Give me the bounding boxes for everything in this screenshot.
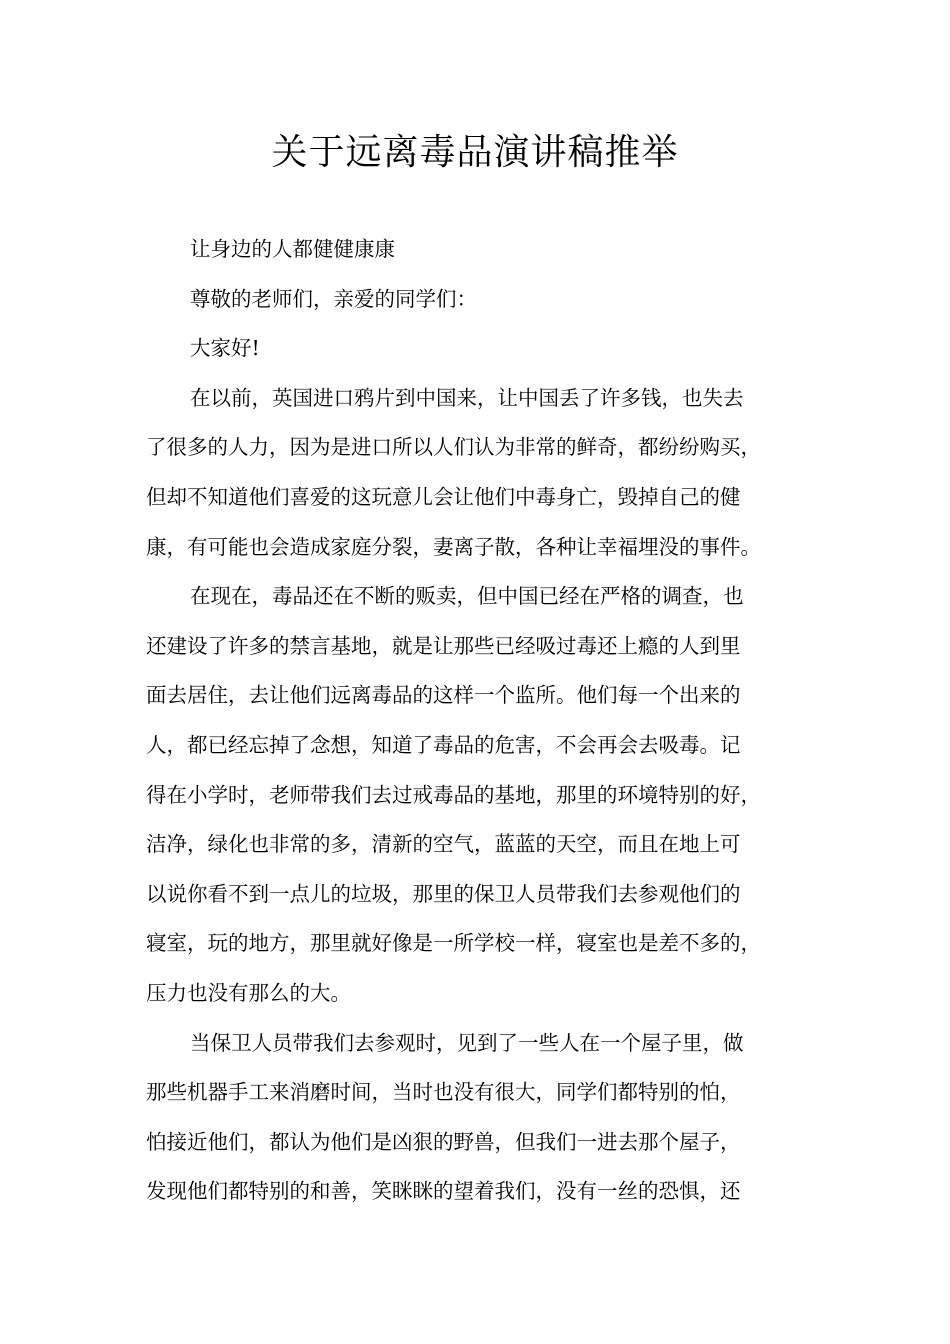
text-line: 康，有可能也会造成家庭分裂，妻离子散，各种让幸福埋没的事件。 [146, 534, 761, 559]
text-line: 以说你看不到一点儿的垃圾，那里的保卫人员带我们去参观他们的 [146, 881, 741, 906]
text-line: 尊敬的老师们，亲爱的同学们： [190, 286, 477, 311]
text-line: 发现他们都特别的和善，笑眯眯的望着我们，没有一丝的恐惧，还 [146, 1179, 741, 1204]
text-line: 那些机器手工来消磨时间，当时也没有很大，同学们都特别的怕， [146, 1080, 741, 1105]
text-line: 寝室，玩的地方，那里就好像是一所学校一样，寝室也是差不多的， [146, 931, 761, 956]
text-line: 让身边的人都健健康康 [190, 237, 395, 261]
text-line: 在现在，毒品还在不断的贩卖，但中国已经在严格的调查，也 [190, 584, 744, 609]
text-line: 但却不知道他们喜爱的这玩意儿会让他们中毒身亡，毁掉自己的健 [146, 484, 741, 509]
text-line: 当保卫人员带我们去参观时，见到了一些人在一个屋子里，做 [190, 1030, 744, 1055]
text-line: 面去居住，去让他们远离毒品的这样一个监所。他们每一个出来的 [146, 683, 741, 708]
text-line: 压力也没有那么的大。 [146, 980, 351, 1005]
text-line: 人，都已经忘掉了念想，知道了毒品的危害，不会再会去吸毒。记 [146, 732, 741, 757]
text-line: 还建设了许多的禁言基地，就是让那些已经吸过毒还上瘾的人到里 [146, 633, 741, 658]
text-line: 在以前，英国进口鸦片到中国来，让中国丢了许多钱，也失去 [190, 385, 744, 410]
document-body [146, 225, 826, 1217]
text-line: 得在小学时，老师带我们去过戒毒品的基地，那里的环境特别的好， [146, 782, 761, 807]
text-line: 洁净，绿化也非常的多，清新的空气，蓝蓝的天空，而且在地上可 [146, 832, 741, 857]
text-line: 怕接近他们，都认为他们是凶狠的野兽，但我们一进去那个屋子， [146, 1129, 741, 1154]
text-line: 大家好! [190, 336, 260, 361]
document-title: 关于远离毒品演讲稿推举 [271, 132, 679, 173]
text-line: 了很多的人力，因为是进口所以人们认为非常的鲜奇，都纷纷购买， [146, 435, 761, 460]
